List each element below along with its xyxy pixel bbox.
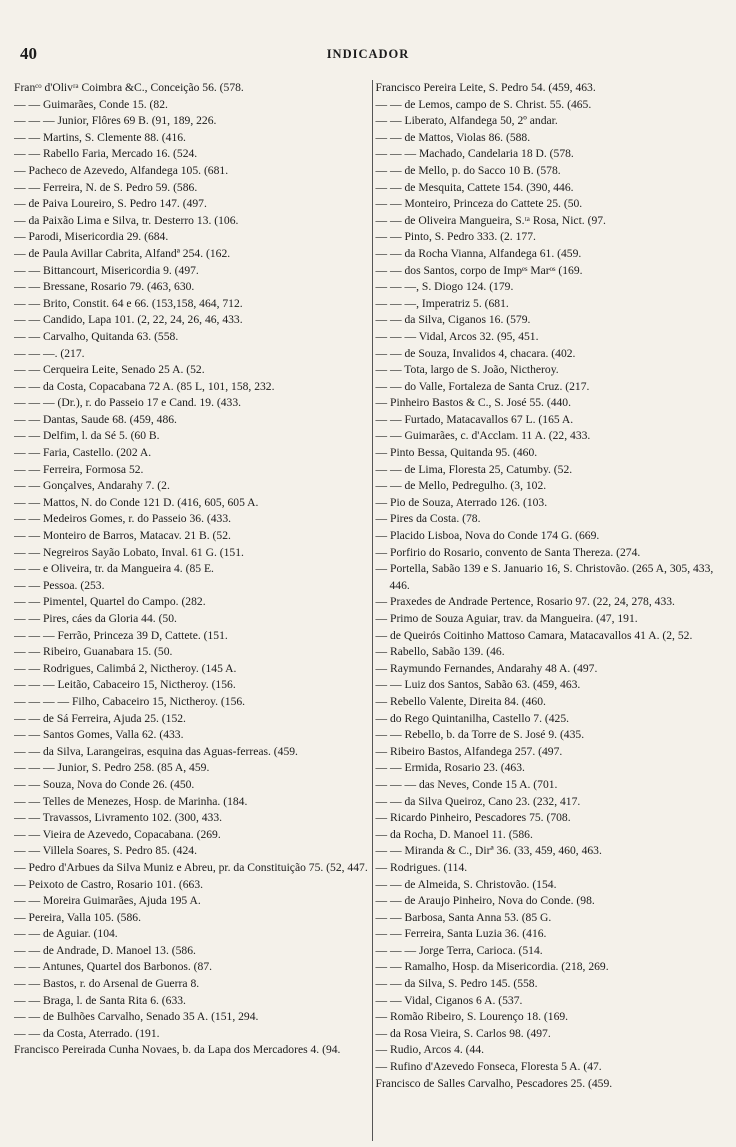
directory-entry: — — Gonçalves, Andarahy 7. (2. (14, 479, 170, 493)
directory-entry: — — Pinto, S. Pedro 333. (2. 177. (375, 230, 536, 244)
directory-entry: — Pacheco de Azevedo, Alfandega 105. (681. (14, 163, 229, 177)
directory-entry: — — Delfim, l. da Sé 5. (60 B. (14, 429, 160, 443)
directory-entry: — — de Almeida, S. Christovão. (154. (375, 877, 557, 891)
directory-entry: — — — (Dr.), r. do Passeio 17 e Cand. 19. (433. (14, 396, 242, 410)
directory-entry: — Romão Ribeiro, S. Lourenço 18. (169. (375, 1010, 569, 1024)
directory-entry: — de Paiva Loureiro, S. Pedro 147. (497. (14, 197, 207, 211)
directory-entry: — — Pessoa. (253. (14, 578, 105, 592)
directory-entry: — Porfirio do Rosario, convento de Santa Thereza. (274. (375, 545, 641, 559)
directory-entry: — — — Vidal, Arcos 32. (95, 451. (375, 329, 539, 343)
directory-entry: — — da Rocha Vianna, Alfandega 61. (459. (375, 246, 582, 260)
directory-entry: — — Barbosa, Santa Anna 53. (85 G. (375, 910, 552, 924)
directory-entry: — — Tota, largo de S. João, Nictheroy. (375, 363, 559, 377)
directory-entry: — da Rocha, D. Manoel 11. (586. (375, 827, 533, 841)
directory-entry: — — Carvalho, Quitanda 63. (558. (14, 329, 179, 343)
directory-entry: — — Brito, Constit. 64 e 66. (153,158, 464, 712. (14, 296, 243, 310)
directory-entry: — — Mattos, N. do Conde 121 D. (416, 605, 605 A. (14, 495, 259, 509)
directory-entry: — — — Leitão, Cabaceiro 15, Nictheroy. (156. (14, 678, 236, 692)
directory-entry: — — Cerqueira Leite, Senado 25 A. (52. (14, 363, 205, 377)
directory-entry: — — Rabello Faria, Mercado 16. (524. (14, 147, 198, 161)
directory-entry: — — do Valle, Fortaleza de Santa Cruz. (217. (375, 379, 590, 393)
right-column (373, 80, 731, 1141)
directory-entry: — — Ermida, Rosario 23. (463. (375, 761, 525, 775)
directory-entry: — da Paixão Lima e Silva, tr. Desterro 13. (106. (14, 213, 239, 227)
directory-entry: — — e Oliveira, tr. da Mangueira 4. (85 E. (14, 562, 214, 576)
directory-entry: — — Braga, l. de Santa Rita 6. (633. (14, 993, 186, 1007)
directory-entry: — Ribeiro Bastos, Alfandega 257. (497. (375, 744, 563, 758)
directory-entry: — — Faria, Castello. (202 A. (14, 446, 152, 460)
directory-entry: — — — Junior, Flôres 69 B. (91, 189, 226. (14, 114, 217, 128)
directory-entry: Francisco Pereira Leite, S. Pedro 54. (459, 463. (375, 81, 596, 94)
directory-entry: — — —, S. Diogo 124. (179. (375, 280, 514, 294)
directory-entry: — Rufino d'Azevedo Fonseca, Floresta 5 A. (47. (375, 1060, 602, 1074)
directory-entry: — Pinheiro Bastos & C., S. José 55. (440. (375, 396, 571, 410)
directory-entry: — Portella, Sabão 139 e S. Januario 16, S. Christovão. (265 A, 305, 433, 446. (375, 562, 714, 592)
directory-columns (14, 80, 730, 1141)
directory-entry: — — Pires, cáes da Gloria 44. (50. (14, 612, 177, 625)
directory-entry: — — Pimentel, Quartel do Campo. (282. (14, 595, 206, 609)
directory-entry: — Peixoto de Castro, Rosario 101. (663. (14, 877, 204, 891)
directory-entry: — Rodrigues. (114. (375, 860, 468, 874)
directory-entry: — — Negreiros Sayão Lobato, Inval. 61 G. (151. (14, 545, 244, 559)
directory-entry: — — Ramalho, Hosp. da Misericordia. (218, 269. (375, 960, 609, 974)
directory-entry: — — de Bulhões Carvalho, Senado 35 A. (151, 294. (14, 1010, 259, 1024)
directory-entry: — do Rego Quintanilha, Castello 7. (425. (375, 711, 570, 725)
directory-entry: — — — Ferrão, Princeza 39 D, Cattete. (151. (14, 628, 228, 642)
directory-entry: — — —, Imperatriz 5. (681. (375, 296, 509, 310)
directory-entry: — — Vidal, Ciganos 6 A. (537. (375, 993, 523, 1007)
directory-entry: — Praxedes de Andrade Pertence, Rosario 97. (22, 24, 278, 433. (375, 595, 675, 609)
directory-entry: — — — das Neves, Conde 15 A. (701. (375, 777, 558, 791)
directory-entry: — — Martins, S. Clemente 88. (416. (14, 130, 186, 144)
directory-entry: — — Miranda & C., Dirª 36. (33, 459, 460, 463. (375, 844, 602, 858)
directory-entry: — Pereira, Valla 105. (586. (14, 910, 141, 924)
directory-entry: — Placido Lisboa, Nova do Conde 174 G. (669. (375, 529, 600, 543)
directory-entry: — — Dantas, Saude 68. (459, 486. (14, 412, 177, 426)
directory-entry: — — Telles de Menezes, Hosp. de Marinha. (184. (14, 794, 248, 808)
directory-entry: — — da Silva, Ciganos 16. (579. (375, 313, 531, 327)
directory-entry: — Pio de Souza, Aterrado 126. (103. (375, 495, 548, 509)
directory-entry: — — Guimarães, Conde 15. (82. (14, 97, 168, 111)
directory-entry: — — Santos Gomes, Valla 62. (433. (14, 728, 184, 742)
page-number: 40 (20, 44, 37, 63)
directory-entry: — — de Mello, Pedregulho. (3, 102. (375, 479, 547, 493)
running-head: INDICADOR (326, 47, 410, 61)
directory-entry: — Ricardo Pinheiro, Pescadores 75. (708. (375, 811, 571, 825)
directory-entry: — — Liberato, Alfandega 50, 2º andar. (375, 114, 558, 128)
directory-entry: — — Antunes, Quartel dos Barbonos. (87. (14, 960, 213, 974)
directory-entry: — — Medeiros Gomes, r. do Passeio 36. (433. (14, 512, 232, 526)
directory-entry: — — Bittancourt, Misericordia 9. (497. (14, 263, 199, 277)
directory-entry: — Parodi, Misericordia 29. (684. (14, 230, 169, 244)
directory-entry: — — de Lima, Floresta 25, Catumby. (52. (375, 462, 573, 476)
directory-entry: — de Paula Avillar Cabrita, Alfandª 254. (162. (14, 246, 231, 260)
directory-entry: — Pedro d'Arbues da Silva Muniz e Abreu, pr. da Constituição 75. (52, 447. (14, 860, 368, 874)
directory-entry: — Pires da Costa. (78. (375, 512, 481, 526)
directory-entry: — — Monteiro de Barros, Matacav. 21 B. (52. (14, 529, 231, 543)
directory-entry: — — Furtado, Matacavallos 67 L. (165 A. (375, 412, 574, 426)
directory-entry: — — dos Santos, corpo de Impᵉˢ Marᵒˢ (169. (375, 263, 583, 277)
directory-entry: — — da Silva, S. Pedro 145. (558. (375, 977, 538, 991)
directory-entry: — — — Machado, Candelaria 18 D. (578. (375, 147, 574, 161)
directory-entry: — — Ferreira, Santa Luzia 36. (416. (375, 927, 547, 941)
directory-entry: — — de Oliveira Mangueira, S.ᵗᵃ Rosa, Nict. (97. (375, 213, 606, 227)
directory-entry: Franᶜᵒ d'Olivʳᵃ Coimbra &C., Conceição 56. (578. (14, 81, 244, 94)
directory-entry: — — Bastos, r. do Arsenal de Guerra 8. (14, 977, 200, 991)
directory-entry: — — Ribeiro, Guanabara 15. (50. (14, 645, 173, 659)
directory-entry: — — Vieira de Azevedo, Copacabana. (269. (14, 827, 221, 841)
directory-entry: — — de Lemos, campo de S. Christ. 55. (465. (375, 97, 592, 111)
directory-entry: — Raymundo Fernandes, Andarahy 48 A. (497. (375, 661, 598, 675)
directory-entry: — de Queirós Coitinho Mattoso Camara, Matacavallos 41 A. (2, 52. (375, 628, 693, 642)
directory-entry: — Pinto Bessa, Quitanda 95. (460. (375, 446, 538, 460)
directory-entry: — — de Araujo Pinheiro, Nova do Conde. (98. (375, 894, 595, 908)
directory-entry: — — Luiz dos Santos, Sabão 63. (459, 463. (375, 678, 581, 692)
directory-entry: — — da Costa, Copacabana 72 A. (85 L, 101, 158, 232. (14, 379, 275, 393)
directory-entry: — — da Costa, Aterrado. (191. (14, 1026, 160, 1040)
directory-entry: — — Travassos, Livramento 102. (300, 433. (14, 811, 223, 825)
directory-entry: — — da Silva, Larangeiras, esquina das Aguas-ferreas. (459. (14, 744, 298, 758)
directory-entry: — — — — Filho, Cabaceiro 15, Nictheroy. (156. (14, 694, 246, 708)
directory-entry: — — Souza, Nova do Conde 26. (450. (14, 777, 195, 791)
directory-entry: — — Bressane, Rosario 79. (463, 630. (14, 280, 195, 294)
directory-entry: Francisco de Salles Carvalho, Pescadores 25. (459. (375, 1076, 613, 1090)
directory-entry: — — Moreira Guimarães, Ajuda 195 A. (14, 894, 201, 908)
directory-entry: — — de Mattos, Violas 86. (588. (375, 130, 531, 144)
directory-entry: — — Rebello, b. da Torre de S. José 9. (435. (375, 728, 585, 742)
page-header (14, 44, 722, 68)
directory-entry: Francisco Pereirada Cunha Novaes, b. da Lapa dos Mercadores 4. (94. (14, 1043, 341, 1057)
directory-entry: — — Rodrigues, Calimbá 2, Nictheroy. (145 A. (14, 661, 237, 675)
directory-entry: — — — Junior, S. Pedro 258. (85 A, 459. (14, 761, 210, 775)
directory-entry: — — Monteiro, Princeza do Cattete 25. (50. (375, 197, 583, 211)
directory-entry: — Rudio, Arcos 4. (44. (375, 1043, 485, 1057)
directory-entry: — Rabello, Sabão 139. (46. (375, 645, 505, 659)
left-column (14, 80, 373, 1141)
directory-entry: — — Ferreira, N. de S. Pedro 59. (586. (14, 180, 198, 194)
directory-entry: — — de Mesquita, Cattete 154. (390, 446. (375, 180, 574, 194)
directory-entry: — — de Andrade, D. Manoel 13. (586. (14, 943, 196, 957)
directory-entry: — — — Jorge Terra, Carioca. (514. (375, 943, 543, 957)
directory-entry: — — da Silva Queiroz, Cano 23. (232, 417. (375, 794, 581, 808)
directory-entry: — — Ferreira, Formosa 52. (14, 462, 144, 476)
directory-entry: — da Rosa Vieira, S. Carlos 98. (497. (375, 1026, 551, 1040)
directory-entry: — — Guimarães, c. d'Acclam. 11 A. (22, 433. (375, 429, 591, 443)
directory-entry: — Primo de Souza Aguiar, trav. da Mangueira. (47, 191. (375, 612, 638, 625)
directory-entry: — — de Souza, Invalidos 4, chacara. (402. (375, 346, 576, 360)
directory-entry: — — de Sá Ferreira, Ajuda 25. (152. (14, 711, 186, 725)
directory-entry: — — Candido, Lapa 101. (2, 22, 24, 26, 46, 433. (14, 313, 243, 327)
directory-entry: — — de Mello, p. do Sacco 10 B. (578. (375, 163, 561, 177)
directory-entry: — — de Aguiar. (104. (14, 927, 118, 941)
directory-entry: — — Villela Soares, S. Pedro 85. (424. (14, 844, 197, 858)
directory-entry: — Rebello Valente, Direita 84. (460. (375, 694, 546, 708)
directory-entry: — — —. (217. (14, 346, 85, 360)
